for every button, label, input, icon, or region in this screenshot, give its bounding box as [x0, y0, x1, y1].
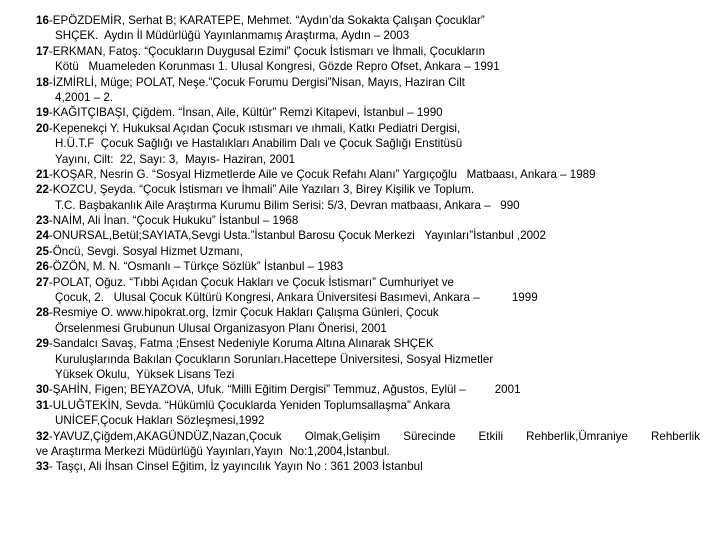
reference-entry	[36, 182, 700, 197]
reference-entry	[36, 213, 700, 228]
reference-number: 23	[36, 214, 49, 228]
reference-text: -KOZCU, Şeyda. “Çocuk İstismarı ve İhmali” Aile Yazıları 3, Birey Kişilik ve Toplum.	[48, 183, 475, 197]
reference-continuation	[36, 352, 700, 367]
reference-number: 19	[36, 106, 49, 120]
reference-text: -ONURSAL,Betül;SAYIATA,Sevgi Usta.”İstanbul Barosu Çocuk Merkezi Yayınları”İstanbul ,2002	[48, 229, 546, 243]
reference-number: 21	[36, 167, 49, 181]
reference-text: -EPÖZDEMİR, Serhat B; KARATEPE, Mehmet. “Aydın’da Sokakta Çalışan Çocuklar”	[48, 14, 485, 27]
reference-text: Kötü Muameleden Korunması 1. Ulusal Kongresi, Gözde Repro Ofset, Ankara – 1991	[55, 60, 500, 74]
reference-text: -Resmiye O. www.hipokrat.org, İzmir Çocuk Hakları Çalışma Günleri, Çocuk	[48, 306, 439, 320]
reference-entry	[36, 44, 700, 59]
reference-number: 20	[36, 121, 49, 135]
reference-entry	[36, 167, 700, 182]
reference-entry	[36, 259, 700, 274]
reference-number: 25	[36, 244, 49, 258]
reference-text: -ERKMAN, Fatoş. “Çocukların Duygusal Ezimi” Çocuk İstismarı ve İhmali, Çocukların	[48, 44, 486, 58]
reference-number: 29	[36, 337, 49, 351]
reference-text: -ŞAHİN, Figen; BEYAZOVA, Ufuk. “Milli Eğitim Dergisi” Temmuz, Ağustos, Eylül – 2001	[48, 383, 521, 397]
reference-number: 30	[36, 383, 49, 397]
reference-continuation	[36, 28, 700, 43]
reference-text: -ÖZÖN, M. N. “Osmanlı – Türkçe Sözlük” İstanbul – 1983	[48, 260, 344, 274]
reference-text: T.C. Başbakanlık Aile Araştırma Kurumu Bilim Serisi: 5/3, Devran matbaası, Ankara – 990	[55, 198, 520, 212]
reference-continuation	[36, 290, 700, 305]
reference-text: H.Ü.T.F Çocuk Sağlığı ve Hastalıkları Anabilim Dalı ve Çocuk Sağlığı Enstitüsü	[55, 137, 463, 151]
reference-text: -Öncü, Sevgi. Sosyal Hizmet Uzmanı,	[48, 244, 243, 258]
reference-number: 22	[36, 183, 49, 197]
reference-text: -ULUĞTEKİN, Sevda. “Hükümlü Çocuklarda Yeniden Toplumsallaşma” Ankara	[48, 398, 451, 412]
reference-entry	[36, 275, 700, 290]
reference-list	[36, 13, 700, 475]
reference-entry	[36, 105, 700, 120]
reference-number: 24	[36, 229, 49, 243]
reference-text: -KOŞAR, Nesrin G. “Sosyal Hizmetlerde Aile ve Çocuk Refahı Alanı” Yargıçoğlu Matbaası, Ankara – 1989	[48, 167, 596, 181]
reference-entry	[36, 336, 700, 351]
reference-text: -NAİM, Ali İnan. “Çocuk Hukuku” İstanbul – 1968	[48, 214, 299, 228]
reference-continuation	[36, 413, 700, 428]
reference-number: 16	[36, 14, 49, 27]
reference-text: Yüksek Okulu, Yüksek Lisans Tezi	[55, 367, 235, 381]
reference-entry	[36, 228, 700, 243]
reference-entry	[36, 75, 700, 90]
reference-entry	[36, 244, 700, 259]
reference-number: 18	[36, 75, 49, 89]
reference-number: 33	[36, 460, 49, 474]
reference-number: 32	[36, 429, 49, 443]
reference-text: SHÇEK. Aydın İl Müdürlüğü Yayınlanmamış Araştırma, Aydın – 2003	[55, 29, 410, 43]
reference-text: -POLAT, Oğuz. “Tıbbi Açıdan Çocuk Hakları ve Çocuk İstismarı” Cumhuriyet ve	[48, 275, 454, 289]
reference-entry	[36, 121, 700, 136]
reference-text: ve Araştırma Merkezi Müdürlüğü Yayınları,Yayın No:1,2004,İstanbul.	[36, 444, 390, 458]
reference-entry	[36, 13, 700, 28]
reference-number: 31	[36, 398, 49, 412]
reference-continuation	[36, 444, 700, 459]
reference-continuation	[36, 321, 700, 336]
reference-number: 28	[36, 306, 49, 320]
reference-number: 26	[36, 260, 49, 274]
reference-continuation	[36, 367, 700, 382]
reference-text: Çocuk, 2. Ulusal Çocuk Kültürü Kongresi, Ankara Üniversitesi Basımevi, Ankara – 1999	[55, 291, 538, 305]
reference-text: UNİCEF,Çocuk Hakları Sözleşmesi,1992	[55, 414, 265, 428]
reference-entry	[36, 398, 700, 413]
reference-entry	[36, 305, 700, 320]
reference-continuation	[36, 90, 700, 105]
reference-text: -İZMİRLİ, Müge; POLAT, Neşe.”Çocuk Forumu Dergisi”Nisan, Mayıs, Haziran Cilt	[48, 75, 465, 89]
reference-entry	[36, 382, 700, 397]
reference-entry	[36, 429, 700, 444]
reference-text: 4,2001 – 2.	[55, 90, 114, 104]
reference-text: -Kepenekçi Y. Hukuksal Açıdan Çocuk ıstısmarı ve ıhmali, Katkı Pediatri Dergisi,	[48, 121, 461, 135]
reference-text: -KAĞITÇIBAŞI, Çiğdem. “İnsan, Aile, Kültür” Remzi Kitapevi, İstanbul – 1990	[48, 106, 443, 120]
reference-text: Örselenmesi Grubunun Ulusal Organizasyon Planı Önerisi, 2001	[55, 321, 387, 335]
reference-text: Kuruluşlarında Bakılan Çocukların Sorunları.Hacettepe Üniversitesi, Sosyal Hizmetler	[55, 352, 494, 366]
reference-continuation	[36, 136, 700, 151]
reference-continuation	[36, 152, 700, 167]
reference-text: - Taşçı, Ali İhsan Cinsel Eğitim, İz yayıncılık Yayın No : 361 2003 İstanbul	[48, 460, 423, 474]
reference-text: -YAVUZ,Çiğdem,AKAGÜNDÜZ,Nazan,Çocuk Olmak,Gelişim Sürecinde Etkili Rehberlik,Ümraniye Rehberlik	[48, 429, 700, 443]
reference-text: Yayını, Cilt: 22, Sayı: 3, Mayıs- Haziran, 2001	[55, 152, 296, 166]
reference-continuation	[36, 198, 700, 213]
reference-entry	[36, 459, 700, 474]
reference-number: 17	[36, 44, 49, 58]
reference-number: 27	[36, 275, 49, 289]
reference-text: -Sandalcı Savaş, Fatma ;Ensest Nedeniyle Koruma Altına Alınarak SHÇEK	[48, 337, 434, 351]
reference-continuation	[36, 59, 700, 74]
